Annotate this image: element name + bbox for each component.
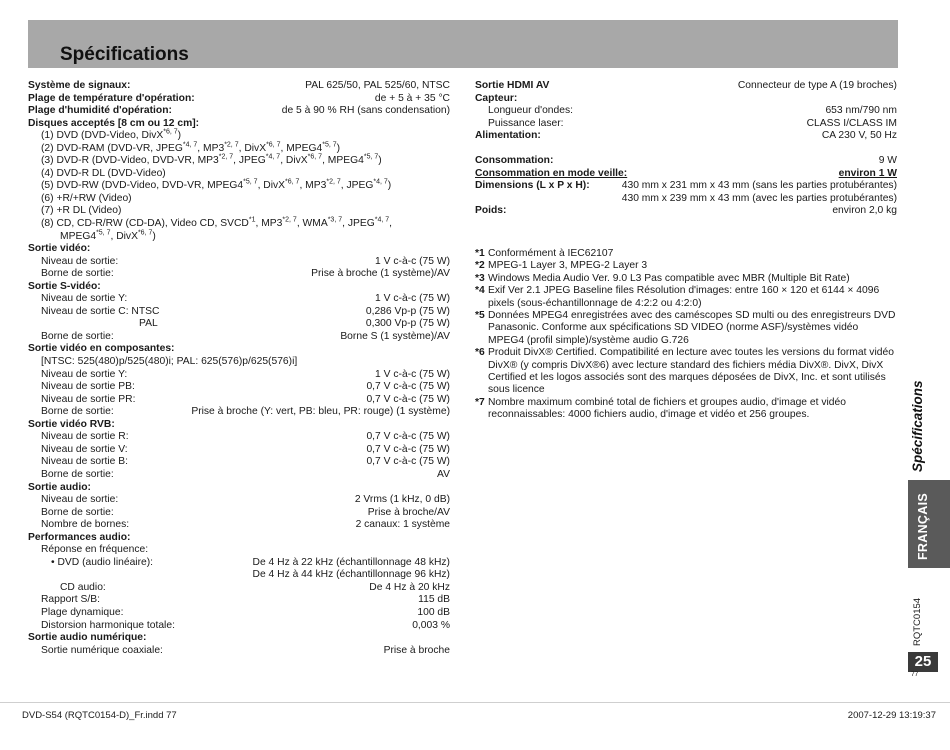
- spec-row: [28, 394, 450, 407]
- spec-value: Prise à broche (1 système)/AV: [311, 268, 450, 280]
- section-heading: Sortie vidéo en composantes:: [28, 343, 175, 355]
- spec-value: 0,7 V c-à-c (75 W): [366, 443, 450, 455]
- footnotes: [475, 248, 897, 422]
- spec-row: [28, 293, 450, 306]
- spec-row: [28, 256, 450, 269]
- spec-label: Niveau de sortie PB:: [41, 381, 135, 393]
- footnote: [475, 285, 897, 310]
- spec-note: [NTSC: 525(480)p/525(480)i; PAL: 625(576)p/625(576)i]: [41, 356, 298, 368]
- spec-value: De 4 Hz à 20 kHz: [369, 581, 450, 593]
- spec-label: Niveau de sortie B:: [41, 456, 128, 468]
- page-title: Spécifications: [60, 44, 189, 65]
- page-number: 25: [908, 652, 938, 672]
- spec-value: Prise à broche (Y: vert, PB: bleu, PR: rouge) (1 système): [191, 406, 450, 418]
- spec-label: Dimensions (L x P x H):: [475, 180, 590, 192]
- spec-row: [28, 444, 450, 457]
- footnote-marker: *4: [475, 285, 485, 297]
- spec-value: 0,7 V c-à-c (75 W): [366, 456, 450, 468]
- spec-value: 1 V c-à-c (75 W): [375, 368, 450, 380]
- spec-value: 430 mm x 231 mm x 43 mm (sans les parties protubérantes): [621, 180, 897, 192]
- spec-label: Niveau de sortie V:: [41, 443, 128, 455]
- spec-row: [28, 318, 450, 331]
- spec-row: [28, 607, 450, 620]
- spec-row: [28, 594, 450, 607]
- spec-row: [475, 118, 897, 131]
- disc-item: (3) DVD-R (DVD-Video, DVD-VR, MP3$^{*2, 7}$, JPEG$^{*4, 7}$, DivX$^{*6, 7}$, MPEG4$^{*5, 7}$): [41, 153, 382, 167]
- footer-timestamp: 2007-12-29 13:19:37: [847, 710, 936, 721]
- footer-filename: DVD-S54 (RQTC0154-D)_Fr.indd 77: [22, 710, 177, 721]
- spec-label: Système de signaux:: [28, 80, 131, 91]
- spec-label: Niveau de sortie:: [41, 494, 119, 506]
- spec-label: Borne de sortie:: [41, 468, 114, 480]
- spec-value: 1 V c-à-c (75 W): [375, 293, 450, 305]
- spec-row: [475, 205, 897, 218]
- spec-value: CA 230 V, 50 Hz: [821, 130, 897, 142]
- spec-value: Prise à broche: [383, 644, 450, 656]
- spec-row: [28, 557, 450, 570]
- disc-item: (4) DVD-R DL (DVD-Video): [41, 167, 166, 179]
- spec-label: Poids:: [475, 205, 507, 217]
- spec-row: [28, 645, 450, 658]
- spec-value: Connecteur de type A (19 broches): [737, 80, 897, 91]
- spec-label: Plage de température d'opération:: [28, 92, 195, 104]
- spec-label: CD audio:: [60, 581, 106, 593]
- spec-value: 9 W: [878, 155, 897, 167]
- right-column: [475, 80, 897, 422]
- disc-item-continued: MPEG4$^{*5, 7}$, DivX$^{*6, 7}$): [60, 229, 156, 242]
- spec-row: [475, 80, 897, 93]
- disc-item: (7) +R DL (Video): [41, 205, 122, 217]
- spec-row: [475, 180, 897, 193]
- spec-value: 115 dB: [418, 594, 450, 606]
- spec-value: Borne S (1 système)/AV: [340, 330, 450, 342]
- disc-item: (2) DVD-RAM (DVD-VR, JPEG$^{*4, 7}$, MP3$^{*2, 7}$, DivX$^{*6, 7}$, MPEG4$^{*5, 7}$): [41, 141, 341, 154]
- spec-label: Niveau de sortie:: [41, 255, 119, 267]
- disc-item: (6) +R/+RW (Video): [41, 192, 132, 204]
- spec-value: De 4 Hz à 44 kHz (échantillonnage 96 kHz): [252, 569, 450, 581]
- spec-row: [475, 105, 897, 118]
- spec-label: Borne de sortie:: [41, 406, 114, 418]
- spec-value: 0,7 V c-à-c (75 W): [366, 393, 450, 405]
- spec-value: de + 5 à + 35 °C: [374, 92, 450, 104]
- language-tab: FRANÇAIS: [908, 480, 950, 568]
- footnote-marker: *7: [475, 396, 485, 408]
- spec-value: 0,7 V c-à-c (75 W): [366, 431, 450, 443]
- spec-value: 430 mm x 239 mm x 43 mm (avec les parties protubérantes): [621, 192, 897, 204]
- spec-value: 0,286 Vp-p (75 W): [365, 305, 450, 317]
- spec-row: [28, 306, 450, 319]
- footnote: [475, 397, 897, 422]
- spec-label: Niveau de sortie Y:: [41, 293, 128, 305]
- spec-value: 0,003 %: [412, 619, 450, 631]
- spec-label: Sortie HDMI AV: [475, 80, 550, 91]
- spec-row: [28, 268, 450, 281]
- spec-value: 0,300 Vp-p (75 W): [365, 318, 450, 330]
- spec-label: Distorsion harmonique totale:: [41, 619, 175, 631]
- spec-value: PAL 625/50, PAL 525/60, NTSC: [305, 80, 450, 91]
- footnote-marker: *1: [475, 248, 485, 260]
- document-code: RQTC0154: [912, 597, 923, 646]
- spec-row: [28, 456, 450, 469]
- spec-value: Prise à broche/AV: [367, 506, 450, 518]
- disc-item: (5) DVD-RW (DVD-Video, DVD-VR, MPEG4$^{*5, 7}$, DivX$^{*6, 7}$, MP3$^{*2, 7}$, JPEG$^{*4, 7}$): [41, 178, 392, 192]
- spec-row: [28, 519, 450, 532]
- spec-value: De 4 Hz à 22 kHz (échantillonnage 48 kHz): [252, 556, 450, 568]
- spec-label: Niveau de sortie Y:: [41, 368, 128, 380]
- left-column: [28, 80, 450, 657]
- spec-label: Puissance laser:: [488, 117, 564, 129]
- footnote-text: Données MPEG4 enregistrées avec des caméscopes SD multi ou des enregistreurs DVD Panasonic. Conforme aux spécifications SD VIDEO (norme ASF)/systèmes vidéo MPEG4 (profil simple)/système audio G.726: [488, 310, 896, 346]
- spec-label: Niveau de sortie R:: [41, 431, 129, 443]
- spec-row: [28, 582, 450, 595]
- footnote-marker: *5: [475, 310, 485, 322]
- spec-row: [475, 168, 897, 181]
- spec-value: 2 Vrms (1 kHz, 0 dB): [354, 494, 450, 506]
- spec-value: CLASS I/CLASS IM: [806, 117, 897, 129]
- footnote: [475, 273, 897, 285]
- footnote-text: Windows Media Audio Ver. 9.0 L3 Pas compatible avec MBR (Multiple Bit Rate): [488, 272, 850, 284]
- footnote-marker: *3: [475, 272, 485, 284]
- spec-row: [28, 406, 450, 419]
- spec-label: Niveau de sortie PR:: [41, 393, 136, 405]
- spec-label: Sortie numérique coaxiale:: [41, 644, 163, 656]
- spec-row: [28, 469, 450, 482]
- spec-value: environ 1 W: [838, 167, 897, 179]
- spec-label: Consommation:: [475, 155, 554, 167]
- spec-label: Borne de sortie:: [41, 330, 114, 342]
- footnote: [475, 347, 897, 397]
- spec-value: 100 dB: [417, 606, 450, 618]
- spec-label: Plage dynamique:: [41, 606, 124, 618]
- section-heading: Performances audio:: [28, 531, 131, 543]
- footnote-marker: *2: [475, 260, 485, 272]
- spec-label: Niveau de sortie C: NTSC: [41, 305, 160, 317]
- spec-label: PAL: [139, 318, 158, 330]
- spec-label: Longueur d'ondes:: [488, 105, 573, 117]
- spec-label: Plage d'humidité d'opération:: [28, 105, 172, 117]
- footnote: [475, 260, 897, 272]
- footer-divider: [0, 702, 950, 703]
- footnote-text: Nombre maximum combiné total de fichiers et groupes audio, d'image et vidéo reconnaissables: 4000 fichiers audio, d'image et vidéo et 256 groupes.: [488, 396, 846, 421]
- page-subnumber: 77: [911, 671, 919, 678]
- spec-value: 1 V c-à-c (75 W): [375, 255, 450, 267]
- footnote-text: Conformément à IEC62107: [488, 248, 614, 260]
- footnote-text: MPEG-1 Layer 3, MPEG-2 Layer 3: [488, 260, 648, 272]
- side-section-label: Spécifications: [910, 380, 925, 472]
- spec-label: Alimentation:: [475, 130, 541, 142]
- footnote-text: Produit DivX® Certified. Compatibilité en lecture avec toutes les versions du format vidéo DivX® (y compris DivX®6) avec lecture standard des fichiers média DivX®. DivX, DivX Certified et les logos associés sont des marques déposées de DivX, Inc. et sont utilisés sous licence: [488, 347, 894, 396]
- spec-value: AV: [437, 468, 450, 480]
- spec-row: [475, 155, 897, 168]
- spec-row: [28, 369, 450, 382]
- spec-value: de 5 à 90 % RH (sans condensation): [281, 105, 450, 117]
- spec-value: environ 2,0 kg: [832, 205, 897, 217]
- spec-row: [475, 130, 897, 143]
- spec-row: [28, 494, 450, 507]
- footnote: [475, 310, 897, 347]
- spec-row: [28, 93, 450, 106]
- spec-label: Nombre de bornes:: [41, 519, 130, 531]
- spec-label: • DVD (audio linéaire):: [51, 556, 154, 568]
- spec-label: Borne de sortie:: [41, 506, 114, 518]
- spec-label: Borne de sortie:: [41, 268, 114, 280]
- section-heading: Sortie vidéo:: [28, 243, 91, 255]
- footnote-text: Exif Ver 2.1 JPEG Baseline files Résolution d'images: entre 160 × 120 et 6144 × 4096 pixels (sous-échantillonnage de 4:2:2 ou 4:2:0): [488, 285, 880, 309]
- spec-row: [28, 381, 450, 394]
- disc-item: (8) CD, CD-R/RW (CD-DA), Video CD, SVCD$^{*1}$, MP3$^{*2, 7}$, WMA$^{*3, 7}$, JPEG$^{*4, 7}$,: [41, 216, 393, 230]
- section-heading: Sortie audio:: [28, 481, 91, 493]
- section-heading: Sortie audio numérique:: [28, 632, 147, 644]
- spec-row: [28, 431, 450, 444]
- spec-label: Rapport S/B:: [41, 594, 100, 606]
- spec-value: 0,7 V c-à-c (75 W): [366, 381, 450, 393]
- spec-value: 653 nm/790 nm: [825, 105, 897, 117]
- section-heading: Sortie S-vidéo:: [28, 280, 101, 292]
- section-heading: Sortie vidéo RVB:: [28, 418, 115, 430]
- spec-row: [28, 105, 450, 118]
- spec-value: 2 canaux: 1 système: [355, 519, 450, 531]
- spec-row: [28, 507, 450, 520]
- footnote-marker: *6: [475, 347, 485, 359]
- spec-label: Réponse en fréquence:: [41, 544, 149, 556]
- spec-row: [28, 331, 450, 344]
- footnote: [475, 248, 897, 260]
- section-heading: Capteur:: [475, 92, 518, 104]
- spec-row: [28, 620, 450, 633]
- section-heading: Disques acceptés [8 cm ou 12 cm]:: [28, 117, 200, 129]
- disc-item: (1) DVD (DVD-Video, DivX$^{*6, 7}$): [41, 128, 182, 142]
- spec-label: Consommation en mode veille:: [475, 167, 628, 179]
- spec-row: [28, 80, 450, 93]
